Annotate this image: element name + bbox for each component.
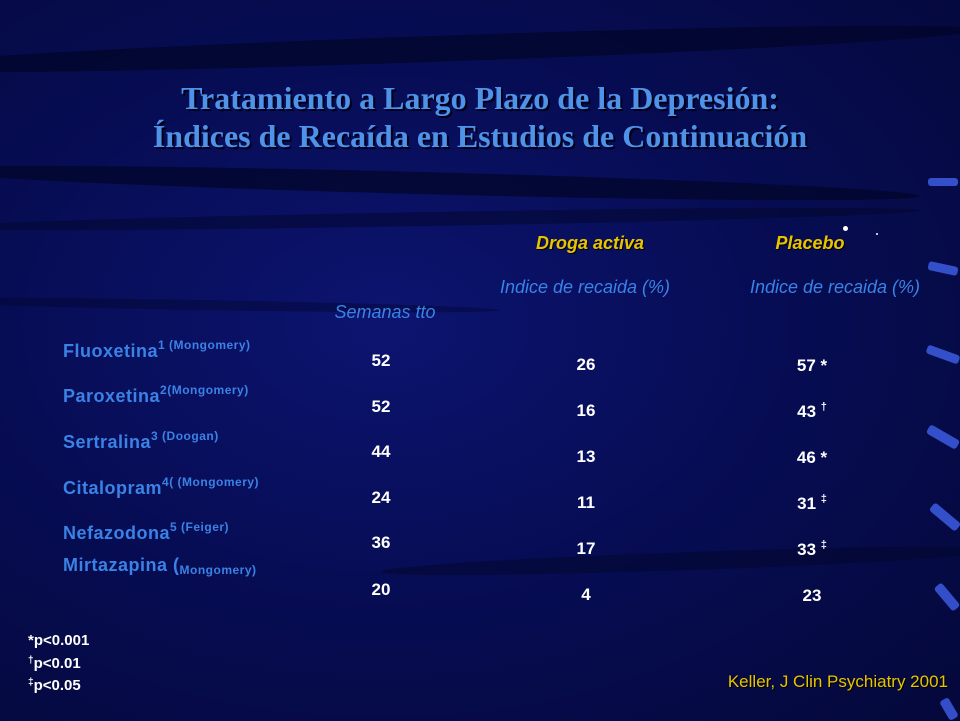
decorative-dash — [925, 344, 960, 364]
drug-label: Fluoxetina$^{1 (Mongomery)}$ — [63, 338, 251, 361]
background-streak — [0, 203, 920, 234]
weeks-value: 44 — [371, 442, 391, 461]
title-line-2: Índices de Recaída en Estudios de Continuación — [152, 118, 808, 154]
weeks-value: 52 — [371, 397, 391, 416]
drug-label: Nefazodona$^{5 (Feiger)}$ — [63, 520, 230, 543]
footnote: †p<0.01 — [28, 655, 81, 672]
citation: Keller, J Clin Psychiatry 2001 — [727, 672, 948, 691]
placebo-relapse-value: 57 * — [796, 356, 828, 375]
active-relapse-value: 17 — [576, 539, 596, 558]
decorative-dot — [843, 226, 848, 231]
placebo-relapse-value: 46 * — [796, 448, 828, 467]
decorative-dash — [934, 582, 960, 611]
placebo-relapse-value: 33 ‡ — [797, 539, 827, 559]
title-line-1: Tratamiento a Largo Plazo de la Depresión: — [181, 80, 779, 116]
weeks-value: 36 — [371, 533, 391, 552]
weeks-value: 20 — [371, 580, 391, 599]
subheader-placebo: Indice de recaida (%) — [749, 277, 921, 297]
placebo-relapse-value: 43 † — [797, 401, 827, 421]
decorative-dash — [926, 424, 960, 450]
active-relapse-value: 11 — [577, 493, 595, 512]
footnote: *p<0.001 — [28, 632, 90, 649]
weeks-value: 52 — [371, 351, 391, 370]
decorative-dash — [928, 178, 958, 186]
placebo-relapse-value: 31 ‡ — [797, 493, 827, 513]
active-relapse-value: 13 — [576, 447, 596, 466]
active-relapse-value: 4 — [581, 585, 591, 604]
footnote: ‡p<0.05 — [28, 677, 81, 694]
drug-label: Paroxetina$^{2(Mongomery)}$ — [63, 383, 249, 406]
header-semanas: Semanas tto — [334, 302, 436, 322]
drug-label: Mirtazapina ($_{Mongomery)}$ — [63, 555, 257, 577]
placebo-relapse-value: 23 — [802, 586, 822, 605]
drug-label: Sertralina$^{3 (Doogan)}$ — [63, 429, 219, 452]
header-droga-activa: Droga activa — [535, 233, 645, 253]
background-streak — [0, 17, 960, 81]
drug-label: Citalopram$^{4( (Mongomery)}$ — [63, 475, 260, 498]
background-streak — [0, 159, 920, 207]
background-streak — [380, 541, 960, 581]
weeks-value: 24 — [371, 488, 391, 507]
decorative-dash — [929, 502, 960, 532]
active-relapse-value: 26 — [576, 355, 596, 374]
header-placebo: Placebo — [775, 233, 845, 253]
subheader-droga: Indice de recaida (%) — [499, 277, 671, 297]
decorative-dash — [939, 697, 959, 721]
active-relapse-value: 16 — [576, 401, 596, 420]
